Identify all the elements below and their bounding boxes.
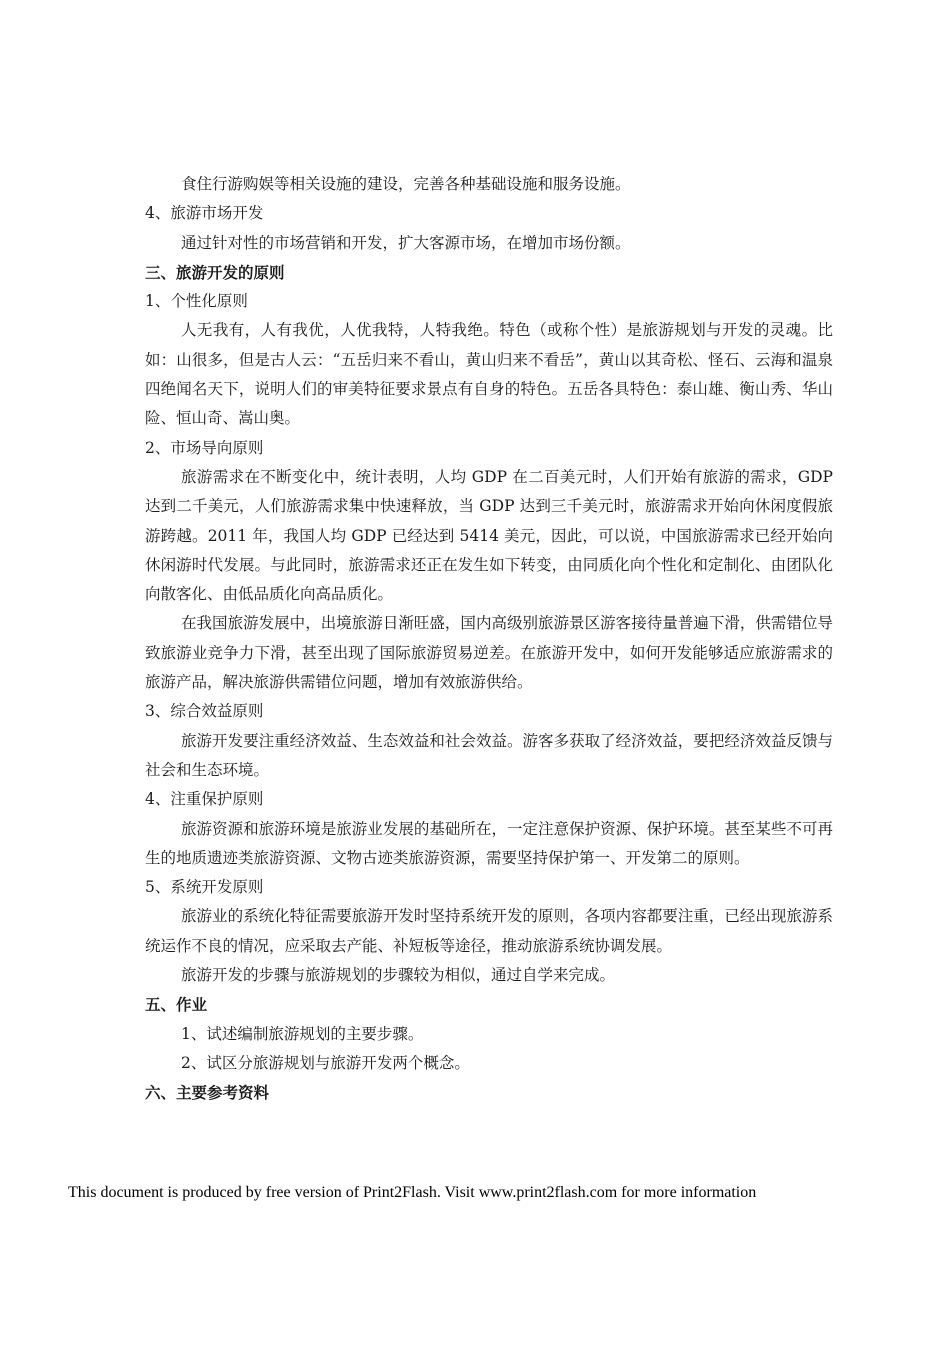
footer-watermark-text: This document is produced by free version of Print2Flash. Visit www.print2flash.com for more information [68,1184,757,1201]
list-item: 2、试区分旅游规划与旅游开发两个概念。 [181,1053,470,1072]
paragraph: 在我国旅游发展中，出境旅游日渐旺盛，国内高级别旅游景区游客接待量普遍下滑，供需错位导致旅游业竞争力下滑，甚至出现了国际旅游贸易逆差。在旅游开发中，如何开发能够适应旅游需求的旅游产品，解决旅游供需错位问题，增加有效旅游供给。 [145,614,833,692]
paragraph: 旅游开发的步骤与旅游规划的步骤较为相似，通过自学来完成。 [181,966,616,985]
subheading: 2、市场导向原则 [145,438,264,457]
list-item: 1、试述编制旅游规划的主要步骤。 [181,1024,424,1043]
paragraph: 通过针对性的市场营销和开发，扩大客源市场，在增加市场份额。 [181,233,631,252]
paragraph: 旅游需求在不断变化中，统计表明，人均 GDP 在二百美元时，人们开始有旅游的需求，GDP 达到二千美元，人们旅游需求集中快速释放，当 GDP 达到三千美元时，旅游需求开始向休闲度假旅游跨越。2011 年，我国人均 GDP 已经达到 5414 美元，因此，可以说，中国旅游需求已经开始向休闲游时代发展。与此同时，旅游需求还正在发生如下转变，由同质化向个性化和定制化、由团队化向散客化、由低品质化向高品质化。 [145,467,833,604]
paragraph: 人无我有，人有我优，人优我特，人特我绝。特色（或称个性）是旅游规划与开发的灵魂。比如：山很多，但是古人云：“五岳归来不看山，黄山归来不看岳”，黄山以其奇松、怪石、云海和温泉四绝闻名天下，说明人们的审美特征要求景点有自身的特色。五岳各具特色：泰山雄、衡山秀、华山险、恒山奇、嵩山奥。 [145,321,833,428]
section-heading: 六、主要参考资料 [145,1083,270,1103]
section-heading: 三、旅游开发的原则 [145,262,285,282]
subheading: 4、注重保护原则 [145,790,264,809]
subheading: 1、个性化原则 [145,292,248,311]
paragraph: 旅游开发要注重经济效益、生态效益和社会效益。游客多获取了经济效益，要把经济效益反馈与社会和生态环境。 [145,731,833,779]
subheading: 4、旅游市场开发 [145,204,264,223]
paragraph: 旅游资源和旅游环境是旅游业发展的基础所在，一定注意保护资源、保护环境。甚至某些不可再生的地质遗迹类旅游资源、文物古迹类旅游资源，需要坚持保护第一、开发第二的原则。 [145,819,833,867]
document-body [145,170,833,1108]
subheading: 5、系统开发原则 [145,878,264,897]
subheading: 3、综合效益原则 [145,702,264,721]
section-heading: 五、作业 [145,995,208,1015]
paragraph: 旅游业的系统化特征需要旅游开发时坚持系统开发的原则，各项内容都要注重，已经出现旅游系统运作不良的情况，应采取去产能、补短板等途径，推动旅游系统协调发展。 [145,907,833,955]
paragraph: 食住行游购娱等相关设施的建设，完善各种基础设施和服务设施。 [181,175,631,193]
